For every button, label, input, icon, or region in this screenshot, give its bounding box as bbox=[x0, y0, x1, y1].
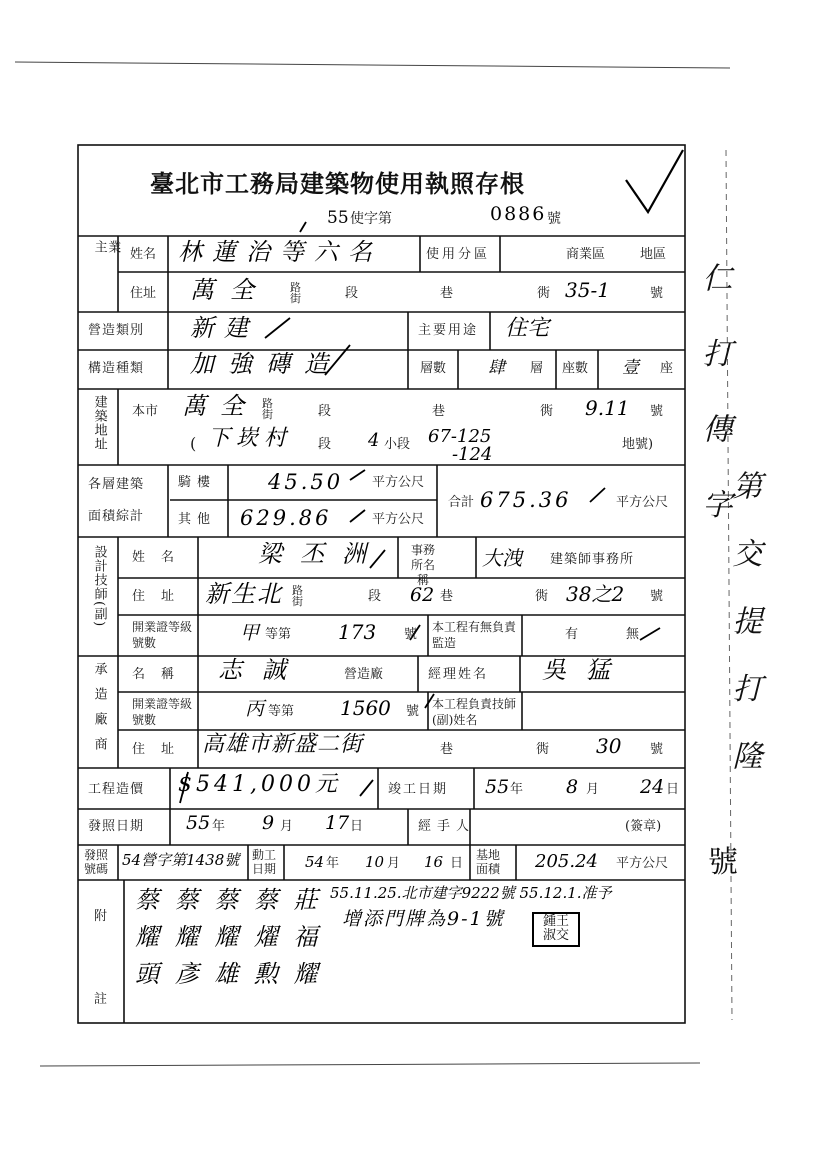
start-date-label: 動工日期 bbox=[252, 848, 277, 877]
site-alley-unit: 衖 bbox=[540, 404, 554, 419]
finish-year-unit: 年 bbox=[510, 782, 524, 797]
approval-stamp: 鍾王 淑交 bbox=[532, 912, 580, 947]
site-road-unit: 路 街 bbox=[262, 397, 273, 421]
designer-cert-grade-unit: 等第 bbox=[265, 627, 292, 642]
contractor-name-label: 名稱 bbox=[132, 667, 191, 682]
permit-value: 54營字第1438號 bbox=[122, 851, 240, 869]
issue-month-unit: 月 bbox=[280, 819, 294, 834]
issue-month: 9 bbox=[262, 812, 275, 834]
license-suffix: 號 bbox=[547, 211, 561, 227]
other-label: 其他 bbox=[178, 512, 217, 527]
remarks-note-line-2: 增添門牌為9-1號 bbox=[342, 908, 505, 930]
designer-addr-section-unit: 段 bbox=[368, 589, 382, 604]
license-prefix: 55 bbox=[327, 208, 349, 228]
permit-label: 發照號碼 bbox=[84, 848, 109, 877]
site-section-label: 建築地址 bbox=[91, 395, 107, 451]
remarks-names-row-3: 頭 彥 雄 勲 耀 bbox=[135, 960, 322, 988]
finish-label: 竣工日期 bbox=[388, 782, 449, 797]
designer-firm-suffix: 建築師事務所 bbox=[550, 552, 635, 567]
site-paren-open: ( bbox=[190, 434, 197, 453]
start-year-unit: 年 bbox=[326, 856, 340, 871]
owner-name-value: 林蓮治等六名 bbox=[178, 238, 382, 266]
designer-addr-alley-unit: 衖 bbox=[535, 589, 549, 604]
check-mark bbox=[626, 150, 683, 212]
designer-addr-number-unit: 號 bbox=[650, 589, 664, 604]
arcade-value: 45.50 bbox=[268, 470, 344, 494]
manager-value: 吳猛 bbox=[542, 656, 630, 684]
finish-month-unit: 月 bbox=[586, 782, 600, 797]
license-number: 0886 bbox=[490, 203, 547, 225]
designer-cert-grade: 甲 bbox=[240, 622, 260, 644]
remarks-names-row-1: 蔡 蔡 蔡 蔡 莊 bbox=[135, 886, 322, 914]
other-value: 629.86 bbox=[240, 506, 332, 530]
construction-type-value: 新建 bbox=[190, 314, 258, 342]
contractor-cert-label: 開業證等級號數 bbox=[132, 697, 193, 727]
structure-value: 加強磚造 bbox=[190, 350, 342, 378]
owner-section-label: 業 主 bbox=[91, 240, 121, 275]
base-area-unit: 平方公尺 bbox=[616, 856, 669, 871]
main-use-label: 主要用途 bbox=[418, 323, 479, 338]
owner-addr-label: 住址 bbox=[130, 286, 157, 301]
remarks-label-2: 註 bbox=[94, 992, 108, 1007]
designer-firm-value: 大洩 bbox=[482, 546, 522, 570]
site-city-label: 本市 bbox=[132, 404, 159, 419]
supervise-no: 無 bbox=[626, 627, 640, 642]
designer-addr-road: 新生北 bbox=[205, 580, 283, 608]
margin-chars-2: 第 交 提 打 隆 bbox=[726, 470, 762, 785]
cost-label: 工程造價 bbox=[88, 782, 145, 797]
engineer-label: 本工程負責技師(副)姓名 bbox=[432, 697, 517, 727]
contractor-addr-alley-unit: 衖 bbox=[536, 742, 550, 757]
cost-value: $541,000元 bbox=[178, 772, 341, 797]
owner-addr-number-unit: 號 bbox=[650, 286, 664, 301]
construction-type-label: 營造類別 bbox=[88, 323, 145, 338]
issue-day: 17 bbox=[325, 812, 350, 834]
site-lot-numbers-1: 67-125 bbox=[428, 426, 492, 447]
designer-cert-number: 173 bbox=[338, 620, 377, 644]
owner-name-label: 姓名 bbox=[130, 247, 157, 262]
site-number-unit: 號 bbox=[650, 404, 664, 419]
zone-suffix: 地區 bbox=[640, 247, 667, 262]
total-value: 675.36 bbox=[480, 488, 572, 512]
contractor-section-label: 承造廠商 bbox=[91, 662, 107, 762]
contractor-cert-number-unit: 號 bbox=[406, 704, 420, 719]
area-label-2: 面積綜計 bbox=[88, 509, 145, 524]
site-subsection: 4 bbox=[368, 430, 380, 451]
designer-firm-label: 事務所名稱 bbox=[410, 543, 435, 587]
form-title: 臺北市工務局建築物使用執照存根 bbox=[150, 169, 525, 198]
issue-year-unit: 年 bbox=[212, 819, 226, 834]
total-unit: 平方公尺 bbox=[616, 495, 669, 510]
start-month-unit: 月 bbox=[387, 856, 401, 871]
owner-addr-road: 萬全 bbox=[190, 276, 270, 304]
issue-date-label: 發照日期 bbox=[88, 819, 145, 834]
owner-addr-lane-unit: 巷 bbox=[440, 286, 454, 301]
designer-cert-label: 開業證等級號數 bbox=[132, 620, 193, 650]
remarks-label-1: 附 bbox=[94, 909, 108, 924]
contractor-addr-number-unit: 號 bbox=[650, 742, 664, 757]
designer-addr-lane-unit: 巷 bbox=[440, 589, 454, 604]
finish-day: 24 bbox=[640, 776, 665, 798]
margin-number: 號 bbox=[708, 845, 738, 880]
designer-name-label: 姓名 bbox=[132, 550, 191, 565]
base-area-label: 基地面積 bbox=[476, 848, 501, 877]
area-label-1: 各層建築 bbox=[88, 477, 145, 492]
remarks-names-row-2: 耀 耀 耀 燿 福 bbox=[135, 923, 322, 951]
zone-value: 商業區 bbox=[566, 247, 606, 262]
contractor-addr-label: 住址 bbox=[132, 742, 191, 757]
site-number: 9.11 bbox=[585, 396, 630, 420]
site-lot-unit: 地號) bbox=[622, 437, 654, 452]
contractor-addr-lane-unit: 巷 bbox=[440, 742, 454, 757]
arcade-unit: 平方公尺 bbox=[372, 475, 425, 490]
floors-unit: 層 bbox=[530, 361, 544, 376]
owner-addr-alley-unit: 衖 bbox=[537, 286, 551, 301]
remarks-note-line-1: 55.11.25.北市建字9222號 55.12.1.准予 bbox=[330, 884, 612, 902]
issue-day-unit: 日 bbox=[350, 819, 364, 834]
blocks-label: 座數 bbox=[562, 361, 589, 376]
blocks-unit: 座 bbox=[660, 361, 674, 376]
site-lot-numbers-2: -124 bbox=[452, 444, 493, 465]
designer-addr-label: 住址 bbox=[132, 589, 191, 604]
site-lane-unit: 巷 bbox=[432, 404, 446, 419]
main-use-value: 住宅 bbox=[505, 316, 550, 341]
designer-addr-number: 38之2 bbox=[566, 582, 625, 606]
license-word: 使字第 bbox=[350, 211, 392, 227]
start-month: 10 bbox=[365, 853, 385, 871]
finish-day-unit: 日 bbox=[666, 782, 680, 797]
contractor-cert-grade-unit: 等第 bbox=[268, 704, 295, 719]
contractor-cert-number: 1560 bbox=[340, 696, 391, 720]
arcade-label: 騎樓 bbox=[178, 475, 217, 490]
contractor-addr-number: 30 bbox=[596, 734, 622, 758]
floors-value: 肆 bbox=[488, 358, 505, 378]
start-day: 16 bbox=[424, 853, 444, 871]
designer-addr-lane: 62 bbox=[410, 584, 435, 606]
designer-cert-number-unit: 號 bbox=[404, 627, 418, 642]
site-subsection-unit: 小段 bbox=[384, 437, 411, 452]
contractor-addr-value: 高雄市新盛二街 bbox=[202, 732, 364, 757]
designer-section-label: 設計技師(副) bbox=[91, 545, 107, 628]
handler-label: 經手人 bbox=[418, 819, 476, 834]
site-road: 萬全 bbox=[182, 392, 258, 420]
contractor-cert-grade: 丙 bbox=[245, 698, 265, 720]
sign-label: (簽章) bbox=[625, 819, 662, 834]
start-day-unit: 日 bbox=[450, 856, 464, 871]
finish-month: 8 bbox=[566, 776, 579, 798]
site-section-unit: 段 bbox=[318, 404, 332, 419]
owner-addr-number: 35-1 bbox=[565, 278, 610, 302]
start-year: 54 bbox=[305, 853, 325, 871]
owner-addr-road-unit: 路 街 bbox=[290, 281, 301, 305]
contractor-name-suffix: 營造廠 bbox=[344, 667, 384, 682]
designer-name-value: 梁丕洲 bbox=[258, 540, 384, 568]
floors-label: 層數 bbox=[420, 361, 447, 376]
contractor-name-value: 志誠 bbox=[218, 656, 306, 684]
issue-year: 55 bbox=[186, 812, 211, 834]
owner-addr-section-unit: 段 bbox=[345, 286, 359, 301]
total-label: 合計 bbox=[448, 495, 475, 510]
zone-label: 使用分區 bbox=[426, 247, 491, 262]
structure-label: 構造種類 bbox=[88, 361, 145, 376]
blocks-value: 壹 bbox=[622, 358, 639, 378]
base-area-value: 205.24 bbox=[535, 851, 598, 872]
finish-year: 55 bbox=[485, 776, 510, 798]
designer-addr-road-unit: 路 街 bbox=[292, 584, 303, 608]
manager-label: 經理姓名 bbox=[428, 667, 489, 682]
site-district-unit: 段 bbox=[318, 437, 332, 452]
margin-chars-1: 仁 打 傳 字 bbox=[696, 262, 732, 537]
supervise-yes: 有 bbox=[565, 627, 579, 642]
site-district: 下崁村 bbox=[208, 426, 293, 451]
supervise-label: 本工程有無負責監造 bbox=[432, 620, 517, 650]
other-unit: 平方公尺 bbox=[372, 512, 425, 527]
